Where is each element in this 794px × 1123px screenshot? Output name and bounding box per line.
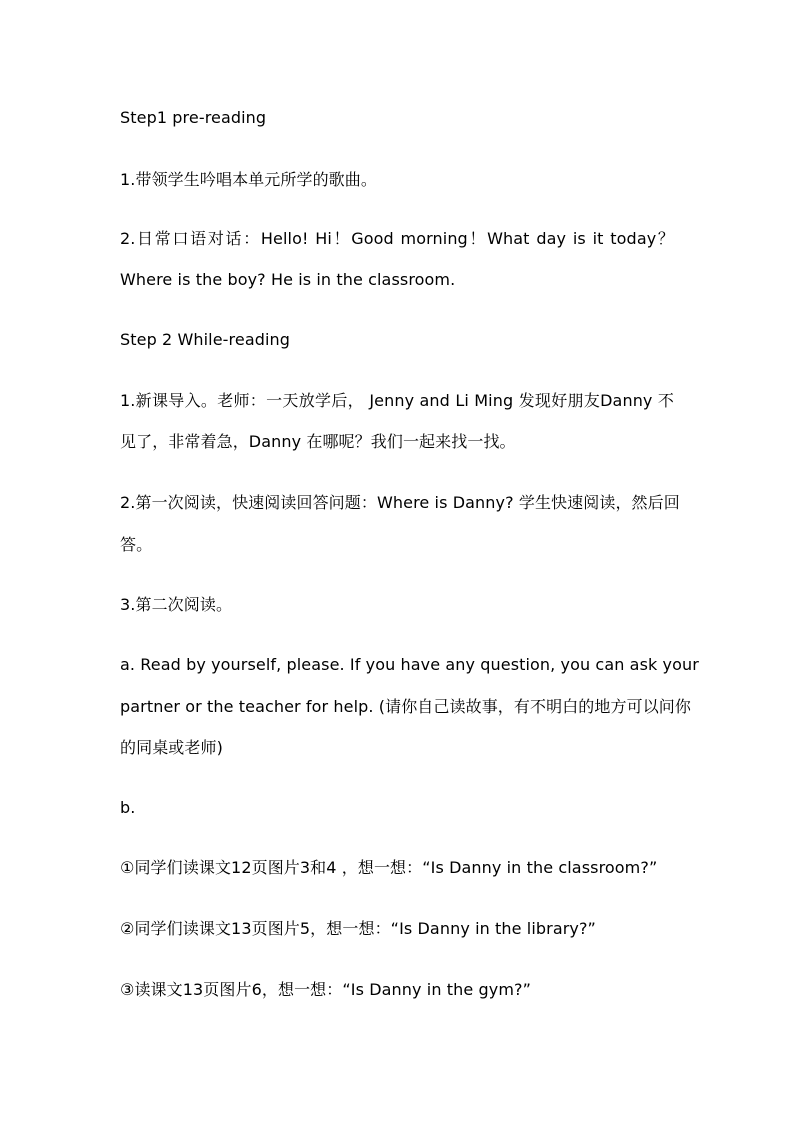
paragraph-line: 的同桌或老师) bbox=[120, 738, 223, 757]
list-item: ①同学们读课文12页图片3和4 ，想一想：“Is Danny in the classroom?” bbox=[120, 858, 658, 877]
list-item: ③读课文13页图片6，想一想：“Is Danny in the gym?” bbox=[120, 980, 531, 999]
paragraph-line: 3.第二次阅读。 bbox=[120, 595, 233, 614]
list-item: ②同学们读课文13页图片5，想一想：“Is Danny in the library?” bbox=[120, 919, 596, 938]
paragraph-line: a. Read by yourself, please. If you have any question, you can ask your bbox=[120, 655, 699, 674]
paragraph-line: 答。 bbox=[120, 535, 153, 554]
paragraph-line: 见了，非常着急，Danny 在哪呢？我们一起来找一找。 bbox=[120, 432, 516, 451]
paragraph-line: 2.日常口语对话：Hello! Hi！Good morning！What day is it today？ bbox=[120, 229, 674, 248]
paragraph-line: 1.带领学生吟唱本单元所学的歌曲。 bbox=[120, 170, 377, 189]
paragraph-line: Where is the boy? He is in the classroom. bbox=[120, 270, 456, 289]
paragraph-line: partner or the teacher for help. (请你自己读故事，有不明白的地方可以问你 bbox=[120, 697, 692, 716]
paragraph-line: b. bbox=[120, 798, 136, 817]
step2-heading: Step 2 While-reading bbox=[120, 330, 291, 349]
paragraph-line: 1.新课导入。老师：一天放学后， Jenny and Li Ming 发现好朋友Danny 不 bbox=[120, 391, 674, 410]
step1-heading: Step1 pre-reading bbox=[120, 108, 267, 127]
paragraph-line: 2.第一次阅读，快速阅读回答问题：Where is Danny? 学生快速阅读，然后回 bbox=[120, 493, 680, 512]
